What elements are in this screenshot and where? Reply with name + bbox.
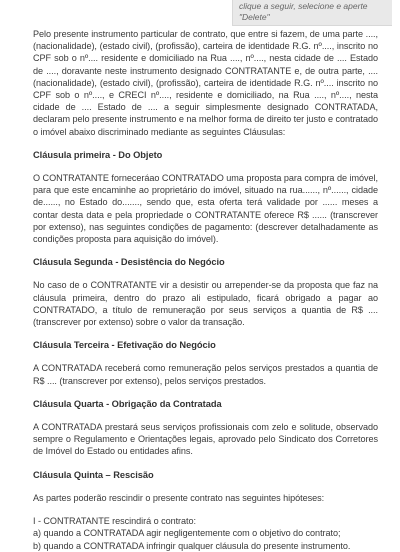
rescission-item-b: b) quando a CONTRATADA infringir qualquer cláusula do presente instrumento. (33, 540, 351, 551)
spacer (33, 458, 378, 469)
instruction-text: clique a seguir, selecione e aperte "Delete" (239, 1, 368, 22)
clause-1-text: O CONTRATANTE forneceráao CONTRATADO uma proposta para compra de imóvel, para que este encaminhe ao proprietário do imóvel, situado na rua......, nº......, cidade de......, no Estado do......., sendo que, esta oferta terá validade por ...... meses a contar desta data e pela propriedade o CONTRATANTE oferece R$ ...... (transcrever por extenso), nas seguintes condições de pagamento: (descrever detalhadamente as condições proposta para aquisição do imóvel). (33, 173, 378, 245)
clause-1-title: Cláusula primeira - Do Objeto (33, 149, 163, 160)
clause-4-text: A CONTRATADA prestará seus serviços profissionais com zelo e solitude, observado sempre o Regulamento e Orientações legais, aprovado pelo Sindicato dos Corretores de Imóvel do Estado ou entidades afins. (33, 422, 378, 457)
spacer (33, 328, 378, 339)
clause-5-title: Cláusula Quinta – Rescisão (33, 469, 154, 480)
spacer (33, 410, 378, 421)
clause-2-text: No caso de o CONTRATANTE vir a desistir ou arrepender-se da proposta que faz na cláusula primeira, dentro do prazo ali estipulado, ficará obrigado a pagar ao CONTRATADO, a título de remuneração por seus serviços a quantia de R$ .... (transcrever por extenso) sobre o valor da transação. (33, 280, 378, 328)
intro-paragraph: Pelo presente instrumento particular de contrato, que entre si fazem, de uma parte ...., (nacionalidade), (estado civil), (profissão), carteira de identidade R.G. nº...., inscrito no CPF sob o nº.... residente e domiciliado na Rua ...., nº...., nesta cidade de .... Estado de ...., doravante neste instrumento designado CONTRATANTE e, de outra parte, .... (nacionalidade), (estado civil), (profissão), carteira de identidade R.G. nº.... inscrito no CPF sob o nº...., e CRECI nº...., residente e domiciliado, na Rua ...., nº...., nesta cidade de .... Estado de .... a seguir simplesmente designado CONTRATADA, declaram pelo presente instrumento e na melhor forma de direito ter justo e contratado o imóvel abaixo discriminado mediante as seguintes Cláusulas: (33, 29, 378, 137)
spacer (33, 268, 378, 279)
clause-2-title: Cláusula Segunda - Desistência do Negócio (33, 257, 225, 268)
spacer (33, 351, 378, 362)
clause-4-title: Cláusula Quarta - Obrigação da Contratada (33, 398, 222, 409)
clause-3-text: A CONTRATADA receberá como remuneração pelos serviços prestados a quantia de R$ .... (transcrever por extenso), pelos serviços prestados. (33, 363, 378, 386)
spacer (33, 504, 378, 515)
spacer (33, 138, 378, 149)
contract-body (33, 28, 378, 552)
spacer (33, 161, 378, 172)
spacer (33, 245, 378, 256)
rescission-item-a: a) quando a CONTRATADA agir negligentemente com o objetivo do contrato; (33, 528, 341, 539)
rescission-heading: I - CONTRATANTE rescindirá o contrato: (33, 516, 197, 527)
instruction-tooltip (232, 0, 392, 26)
spacer (33, 481, 378, 492)
clause-5-text: As partes poderão rescindir o presente contrato nas seguintes hipóteses: (33, 492, 325, 503)
clause-3-title: Cláusula Terceira - Efetivação do Negócio (33, 340, 216, 351)
spacer (33, 387, 378, 398)
